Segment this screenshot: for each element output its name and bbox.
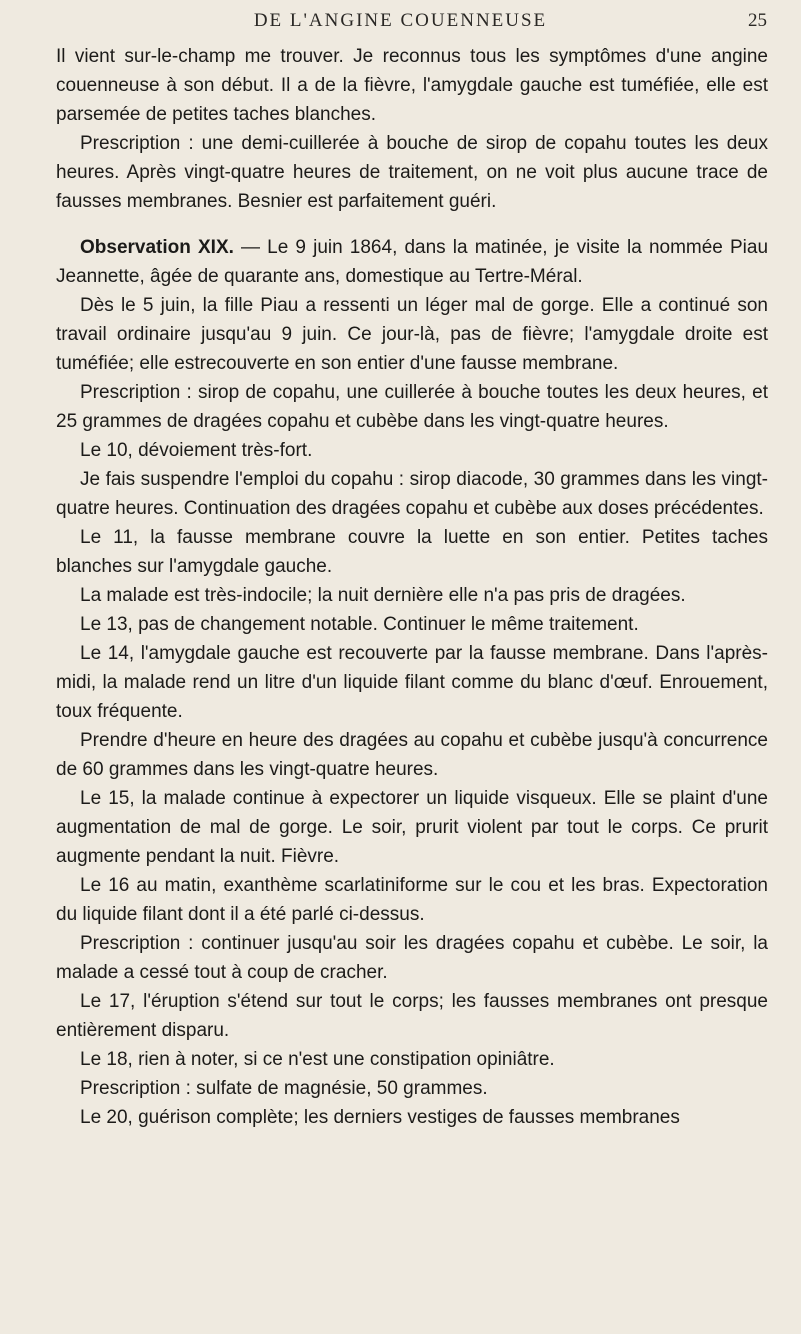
body-text xyxy=(56,42,768,1132)
paragraph: Le 11, la fausse membrane couvre la luette en son entier. Petites taches blanches sur l'amygdale gauche. xyxy=(56,527,768,577)
paragraph: Le 20, guérison complète; les derniers vestiges de fausses membranes xyxy=(80,1107,680,1128)
observation-title: Observation XIX. xyxy=(80,237,234,258)
paragraph: Prescription : une demi-cuillerée à bouche de sirop de copahu toutes les deux heures. Après vingt-quatre heures de traitement, on ne voit plus aucune trace de fausses membranes. Besnier est parfaitement guéri. xyxy=(56,133,768,212)
paragraph: Le 18, rien à noter, si ce n'est une constipation opiniâtre. xyxy=(80,1049,555,1070)
observation-intro: — Le 9 juin 1864, dans la matinée, je visite la nommée Piau Jeannette, âgée de quarante ans, domestique au Tertre-Méral. xyxy=(56,237,769,287)
paragraph: La malade est très-indocile; la nuit dernière elle n'a pas pris de dragées. xyxy=(80,585,686,606)
paragraph: Le 16 au matin, exanthème scarlatiniforme sur le cou et les bras. Expectoration du liquide filant dont il a été parlé ci-dessus. xyxy=(56,875,768,925)
paragraph: Prescription : sulfate de magnésie, 50 grammes. xyxy=(80,1078,488,1099)
paragraph: Le 15, la malade continue à expectorer un liquide visqueux. Elle se plaint d'une augmentation de mal de gorge. Le soir, prurit violent par tout le corps. Ce prurit augmente pendant la nuit. Fièvre. xyxy=(56,788,768,867)
paragraph: Dès le 5 juin, la fille Piau a ressenti un léger mal de gorge. Elle a continué son travail ordinaire jusqu'au 9 juin. Ce jour-là, pas de fièvre; l'amygdale droite est tuméfiée; elle estrecouverte en son entier d'une fausse membrane. xyxy=(56,295,768,374)
paragraph: Le 10, dévoiement très-fort. xyxy=(80,440,313,461)
paragraph: Je fais suspendre l'emploi du copahu : sirop diacode, 30 grammes dans les vingt-quatre heures. Continuation des dragées copahu et cubèbe aux doses précédentes. xyxy=(56,469,768,519)
paragraph: Le 17, l'éruption s'étend sur tout le corps; les fausses membranes ont presque entièrement disparu. xyxy=(56,991,768,1041)
paragraph: Prescription : continuer jusqu'au soir les dragées copahu et cubèbe. Le soir, la malade a cessé tout à coup de cracher. xyxy=(56,933,768,983)
paragraph: Il vient sur-le-champ me trouver. Je reconnus tous les symptômes d'une angine couenneuse à son début. Il a de la fièvre, l'amygdale gauche est tuméfiée, elle est parsemée de petites taches blanches. xyxy=(56,46,768,125)
paragraph: Prescription : sirop de copahu, une cuillerée à bouche toutes les deux heures, et 25 grammes de dragées copahu et cubèbe dans les vingt-quatre heures. xyxy=(56,382,768,432)
running-title: DE L'ANGINE COUENNEUSE xyxy=(253,10,548,31)
paragraph: Le 14, l'amygdale gauche est recouverte par la fausse membrane. Dans l'après-midi, la malade rend un litre d'un liquide filant comme du blanc d'œuf. Enrouement, toux fréquente. xyxy=(56,643,768,722)
page-number: 25 xyxy=(748,10,767,31)
observation-heading-paragraph xyxy=(56,233,768,291)
paragraph: Prendre d'heure en heure des dragées au copahu et cubèbe jusqu'à concurrence de 60 grammes dans les vingt-quatre heures. xyxy=(56,730,768,780)
running-header xyxy=(0,10,801,38)
paragraph: Le 13, pas de changement notable. Continuer le même traitement. xyxy=(80,614,639,635)
